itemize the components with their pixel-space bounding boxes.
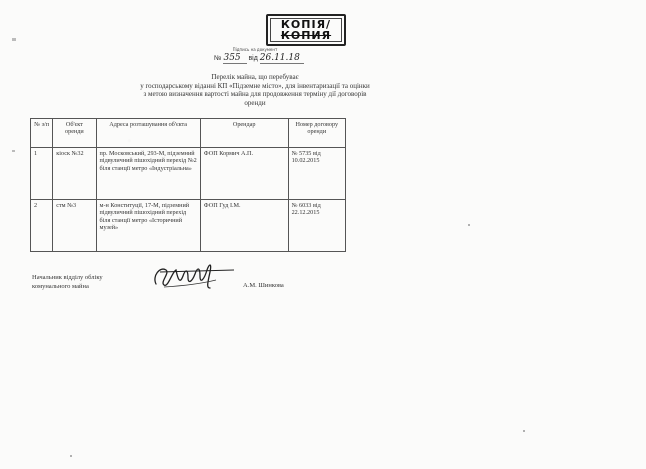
- scan-artifact: [12, 38, 16, 41]
- registration-number: 355: [223, 53, 241, 63]
- cell-contract: № 5735 від 10.02.2015: [288, 148, 345, 200]
- scan-artifact: [12, 150, 15, 152]
- header-num: № з/п: [31, 119, 53, 148]
- copy-stamp: [266, 14, 346, 46]
- registration-label: Підпись на документ: [232, 47, 278, 52]
- title-line-4: оренди: [244, 98, 266, 107]
- cell-contract: № 6033 від 22.12.2015: [288, 200, 345, 252]
- table-header-row: [31, 119, 346, 148]
- property-table: [30, 118, 346, 252]
- cell-address: м-н Конституції, 17-М, підземний підвуличний пішохідний перехід біля станції метро «Історичний музей»: [96, 200, 200, 252]
- title-line-2: у господарському віданні КП «Підземне місто», для інвентаризації та оцінки: [140, 81, 370, 90]
- handwritten-signature: [150, 258, 236, 292]
- scan-artifact: [70, 455, 72, 457]
- registration-number-prefix: №: [214, 55, 222, 62]
- title-line-1: Перелік майна, що перебуває: [211, 73, 299, 81]
- scan-artifact: [523, 430, 525, 432]
- scan-artifact: [468, 224, 470, 226]
- signer-position-line-2: комунального майна: [32, 283, 89, 290]
- cell-num: 1: [31, 148, 53, 200]
- header-address: Адреса розташування об'єкта: [96, 119, 200, 148]
- registration-date-prefix: від: [248, 55, 258, 62]
- signer-name: А.М. Шинкова: [243, 282, 284, 289]
- registration-date: 26.11.18: [259, 53, 300, 63]
- signer-position: [32, 273, 103, 291]
- table-row: [31, 148, 346, 200]
- cell-address: пр. Московський, 293-М, підземний підвуличний пішохідний перехід №2 біля станції метро «Індустріальна»: [96, 148, 200, 200]
- cell-tenant: ФОП Гуд І.М.: [200, 200, 288, 252]
- header-contract: Номер договору оренди: [288, 119, 345, 148]
- cell-object: стм №3: [53, 200, 96, 252]
- header-object: Об'єкт оренди: [53, 119, 96, 148]
- cell-tenant: ФОП Кормич А.П.: [200, 148, 288, 200]
- cell-object: кіоск №32: [53, 148, 96, 200]
- header-tenant: Орендар: [200, 119, 288, 148]
- signer-position-line-1: Начальник відділу обліку: [32, 274, 103, 281]
- registration-line: [214, 53, 304, 64]
- stamp-line-1: КОПІЯ/: [280, 18, 332, 31]
- document-title: [90, 73, 420, 107]
- title-line-3: з метою визначення вартості майна для продовження терміну дії договорів: [143, 90, 367, 99]
- stamp-line-2: КОПИЯ: [280, 29, 332, 42]
- table-row: [31, 200, 346, 252]
- cell-num: 2: [31, 200, 53, 252]
